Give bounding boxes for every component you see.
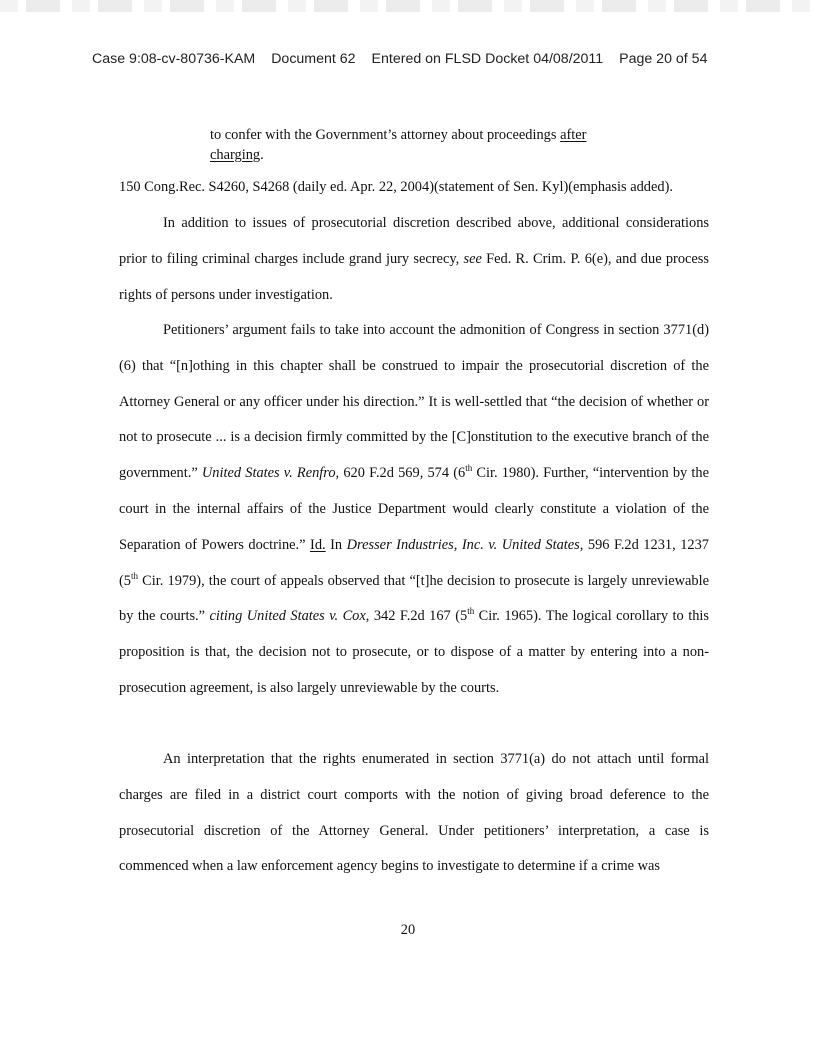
id-citation: Id. [310,536,326,553]
case-name-cox: citing United States v. Cox [209,608,366,625]
page-number: 20 [400,922,416,938]
header-page-count: Page 20 of 54 [619,51,708,67]
quote-emphasis-charging: charging [210,147,261,163]
paragraph-petitioners-argument: Petitioners’ argument fails to take into account the admonition of Congress in section 3771(d)(6) that “[n]othing in this chapter shall be construed to impair the prosecutorial discretion of the Attorney General or any officer under his direction.” It is well-settled that “the decision of whether or not to prosecute ... is a decision firmly committed by the [C]onstitution to the executive branch of the government.” United States v. Renfro, 620 F.2d 569, 574 (6th Cir. 1980). Further, “intervention by the court in the internal affairs of the Justice Department would clearly constitute a violation of the Separation of Powers doctrine.” Id. In Dresser Industries, Inc. v. United States, 596 F.2d 1231, 1237 (5th Cir. 1979), the court of appeals observed that “[t]he decision to prosecute is largely unreviewable by the courts.” citing United States v. Cox, 342 F.2d 167 (5th Cir. 1965). The logical corollary to this proposition is that, the decision not to prosecute, or to dispose of a matter by entering into a non-prosecution agreement, is also largely unreviewable by the courts. [119,322,709,696]
ordinal-suffix: th [467,606,475,617]
quote-citation: 150 Cong.Rec. S4260, S4268 (daily ed. Apr. 22, 2004)(statement of Sen. Kyl)(emphasis added). [119,179,673,195]
header-case-number: Case 9:08-cv-80736-KAM [92,51,256,67]
scan-edge-artifact [0,0,816,12]
quote-emphasis-after: after [560,127,587,143]
ordinal-suffix: th [465,463,473,474]
signal-see: see [463,250,482,267]
quote-text: to confer with the Government’s attorney about proceedings [210,127,561,143]
header-entered-docket: Entered on FLSD Docket 04/08/2011 [371,51,604,67]
docket-header [92,51,752,67]
header-document-number: Document 62 [271,51,356,67]
block-quote [210,125,630,165]
ordinal-suffix: th [131,570,139,581]
paragraph-interpretation: An interpretation that the rights enumerated in section 3771(a) do not attach until formal charges are filed in a district court comports with the notion of giving broad deference to the prosecutorial discretion of the Attorney General. Under petitioners’ interpretation, a case is commenced when a law enforcement agency begins to investigate to determine if a crime was [119,751,709,875]
case-name-renfro: United States v. Renfro [201,465,336,482]
paragraph-discretion: In addition to issues of prosecutorial discretion described above, additional considerations prior to filing criminal charges include grand jury secrecy, see Fed. R. Crim. P. 6(e), and due process rights of persons under investigation. [119,215,709,303]
case-name-dresser: Dresser Industries, Inc. v. United States [346,536,580,553]
quote-end: . [260,147,264,163]
